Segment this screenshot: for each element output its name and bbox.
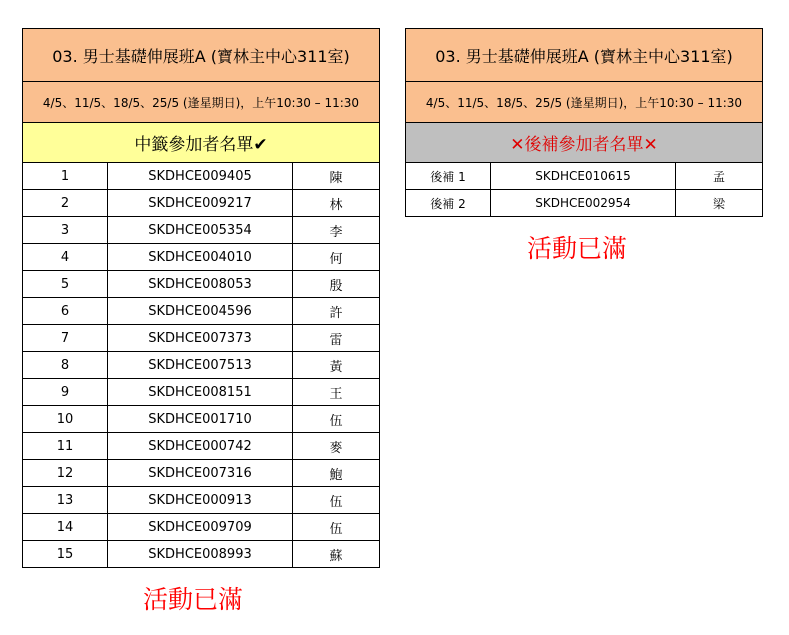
class-title: 03. 男士基礎伸展班A (寶林主中心311室) bbox=[23, 29, 380, 82]
table-row bbox=[23, 163, 380, 190]
participant-surname: 鮑 bbox=[293, 460, 380, 487]
participant-code: SKDHCE007373 bbox=[108, 325, 293, 352]
row-number: 2 bbox=[23, 190, 108, 217]
participant-code: SKDHCE000742 bbox=[108, 433, 293, 460]
participant-code: SKDHCE004010 bbox=[108, 244, 293, 271]
row-number: 3 bbox=[23, 217, 108, 244]
participant-code: SKDHCE007316 bbox=[108, 460, 293, 487]
table-row bbox=[23, 514, 380, 541]
activity-full-label: 活動已滿 bbox=[527, 234, 628, 263]
participant-code: SKDHCE000913 bbox=[108, 487, 293, 514]
row-number: 11 bbox=[23, 433, 108, 460]
participant-code: SKDHCE009709 bbox=[108, 514, 293, 541]
participant-code: SKDHCE007513 bbox=[108, 352, 293, 379]
table-row bbox=[23, 460, 380, 487]
participant-code: SKDHCE008053 bbox=[108, 271, 293, 298]
table-row bbox=[23, 433, 380, 460]
participant-code: SKDHCE004596 bbox=[108, 298, 293, 325]
table-row bbox=[23, 352, 380, 379]
waitlist-table bbox=[405, 28, 763, 217]
participant-code: SKDHCE009217 bbox=[108, 190, 293, 217]
table-row bbox=[23, 325, 380, 352]
row-number: 14 bbox=[23, 514, 108, 541]
participant-surname: 許 bbox=[293, 298, 380, 325]
participant-code: SKDHCE002954 bbox=[491, 190, 676, 217]
row-number: 後補 2 bbox=[406, 190, 491, 217]
row-number: 6 bbox=[23, 298, 108, 325]
waitlist-list-header: ✕後補參加者名單✕ bbox=[406, 123, 763, 163]
participant-code: SKDHCE005354 bbox=[108, 217, 293, 244]
winners-list-header: 中籤參加者名單✔ bbox=[23, 123, 380, 163]
row-number: 10 bbox=[23, 406, 108, 433]
row-number: 1 bbox=[23, 163, 108, 190]
table-row bbox=[23, 298, 380, 325]
winners-table bbox=[22, 28, 380, 568]
row-number: 5 bbox=[23, 271, 108, 298]
participant-surname: 梁 bbox=[676, 190, 763, 217]
row-number: 8 bbox=[23, 352, 108, 379]
participant-surname: 伍 bbox=[293, 406, 380, 433]
participant-surname: 伍 bbox=[293, 514, 380, 541]
table-row bbox=[406, 190, 763, 217]
participant-surname: 林 bbox=[293, 190, 380, 217]
row-number: 9 bbox=[23, 379, 108, 406]
participant-surname: 殷 bbox=[293, 271, 380, 298]
participant-code: SKDHCE008993 bbox=[108, 541, 293, 568]
participant-surname: 黃 bbox=[293, 352, 380, 379]
activity-full-label: 活動已滿 bbox=[143, 585, 244, 614]
participant-surname: 麥 bbox=[293, 433, 380, 460]
participant-code: SKDHCE010615 bbox=[491, 163, 676, 190]
class-schedule: 4/5、11/5、18/5、25/5 (逢星期日)，上午10:30 – 11:30 bbox=[23, 82, 380, 123]
row-number: 7 bbox=[23, 325, 108, 352]
row-number: 13 bbox=[23, 487, 108, 514]
participant-code: SKDHCE008151 bbox=[108, 379, 293, 406]
participant-surname: 雷 bbox=[293, 325, 380, 352]
participant-surname: 王 bbox=[293, 379, 380, 406]
row-number: 15 bbox=[23, 541, 108, 568]
table-row bbox=[23, 487, 380, 514]
row-number: 12 bbox=[23, 460, 108, 487]
table-row bbox=[23, 217, 380, 244]
table-row bbox=[23, 190, 380, 217]
row-number: 後補 1 bbox=[406, 163, 491, 190]
participant-surname: 伍 bbox=[293, 487, 380, 514]
row-number: 4 bbox=[23, 244, 108, 271]
table-row bbox=[23, 541, 380, 568]
participant-code: SKDHCE001710 bbox=[108, 406, 293, 433]
participant-surname: 李 bbox=[293, 217, 380, 244]
table-row bbox=[406, 163, 763, 190]
class-title: 03. 男士基礎伸展班A (寶林主中心311室) bbox=[406, 29, 763, 82]
table-row bbox=[23, 271, 380, 298]
participant-surname: 孟 bbox=[676, 163, 763, 190]
participant-surname: 蘇 bbox=[293, 541, 380, 568]
participant-code: SKDHCE009405 bbox=[108, 163, 293, 190]
participant-surname: 陳 bbox=[293, 163, 380, 190]
table-row bbox=[23, 406, 380, 433]
table-row bbox=[23, 244, 380, 271]
class-schedule: 4/5、11/5、18/5、25/5 (逢星期日)，上午10:30 – 11:30 bbox=[406, 82, 763, 123]
participant-surname: 何 bbox=[293, 244, 380, 271]
table-row bbox=[23, 379, 380, 406]
